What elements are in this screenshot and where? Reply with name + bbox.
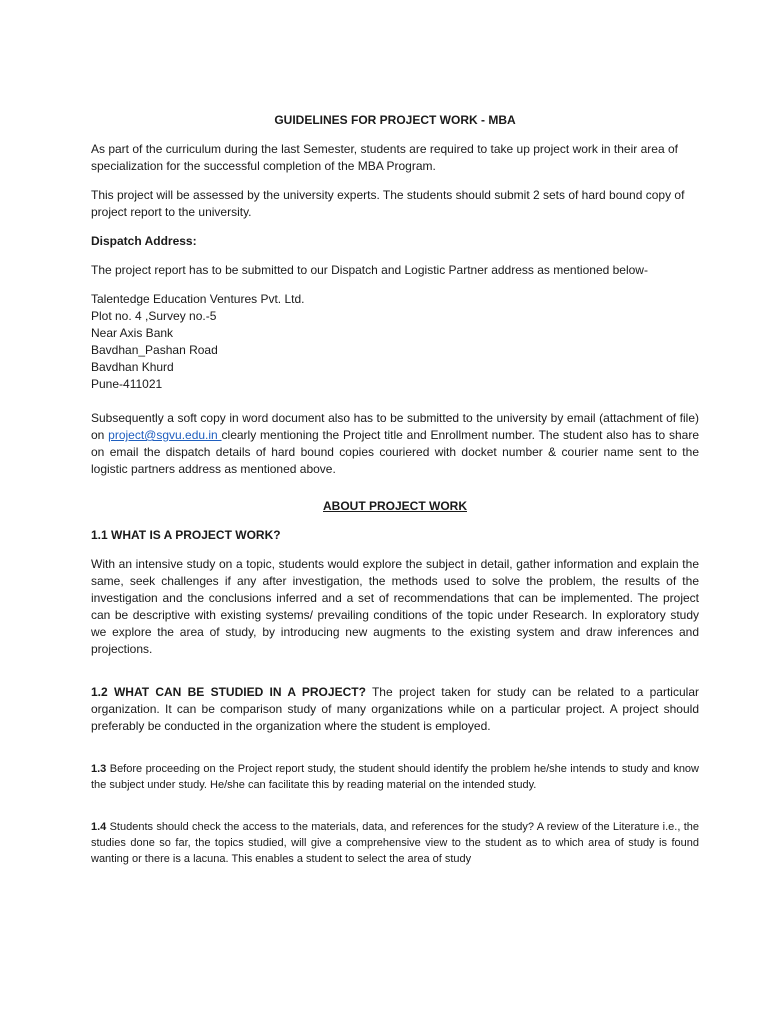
section-1-4-number: 1.4 [91, 821, 107, 833]
section-1-3-paragraph [91, 761, 699, 793]
section-1-3-number: 1.3 [91, 763, 107, 775]
section-1-4-paragraph [91, 819, 699, 867]
dispatch-address-block [91, 291, 699, 393]
intro-paragraph-1: As part of the curriculum during the last Semester, students are required to take up project work in their area of specialization for the successful completion of the MBA Program. [91, 142, 678, 173]
softcopy-text-before: Subsequently a soft copy in word document also has to be submitted to the university by email (attachment of file) on [91, 411, 699, 442]
section-1-1-text: With an intensive study on a topic, students would explore the subject in detail, gather information and explain the same, seek challenges if any after investigation, the methods used to solve the problem, the results of the investigation and the conclusions inferred and a set of recommendations that can be implemented. The project can be descriptive with existing systems/ prevailing conditions of the topic under Research. In exploratory study we explore the area of study, by introducing new augments to the existing system and draw inferences and projections. [91, 557, 699, 656]
about-project-work-heading: ABOUT PROJECT WORK [323, 499, 467, 513]
address-line-2: Plot no. 4 ,Survey no.-5 [91, 309, 217, 323]
dispatch-paragraph: The project report has to be submitted to our Dispatch and Logistic Partner address as mentioned below- [91, 263, 648, 277]
softcopy-text-after: clearly mentioning the Project title and Enrollment number. The student also has to share on email the dispatch details of hard bound copies couriered with docket number & courier name sent to the logistic partners address as mentioned above. [91, 428, 700, 476]
address-line-3: Near Axis Bank [91, 326, 174, 340]
section-1-4-text: Students should check the access to the materials, data, and references for the study? A review of the Literature i.e., the studies done so far, the topics studied, will give a comprehensive view to the student as to which area of study is found wanting or there is a lacuna. This enables a student to select the area of study [91, 821, 699, 865]
section-1-2-text: The project taken for study can be related to a particular organization. It can be comparison study of many organizations while on a particular project. A project should preferably be conducted in the organization where the student is employed. [91, 685, 699, 733]
softcopy-paragraph [91, 410, 699, 478]
intro-paragraph-2: This project will be assessed by the university experts. The students should submit 2 sets of hard bound copy of project report to the university. [91, 188, 685, 219]
email-link[interactable]: project@sgvu.edu.in [108, 428, 222, 442]
address-line-4: Bavdhan_Pashan Road [91, 343, 218, 357]
address-line-1: Talentedge Education Ventures Pvt. Ltd. [91, 292, 305, 306]
section-1-3-text: Before proceeding on the Project report study, the student should identify the problem he/she intends to study and know the subject under study. He/she can facilitate this by reading material on the intended study. [91, 763, 699, 791]
section-1-2-heading: 1.2 WHAT CAN BE STUDIED IN A PROJECT? [91, 685, 366, 699]
page-title: GUIDELINES FOR PROJECT WORK - MBA [274, 113, 516, 127]
section-1-2-paragraph [91, 684, 699, 735]
address-line-5: Bavdhan Khurd [91, 360, 174, 374]
section-1-1-heading: 1.1 WHAT IS A PROJECT WORK? [91, 528, 281, 542]
document-body [91, 112, 699, 879]
address-line-6: Pune-411021 [91, 377, 163, 391]
dispatch-heading: Dispatch Address: [91, 234, 197, 248]
